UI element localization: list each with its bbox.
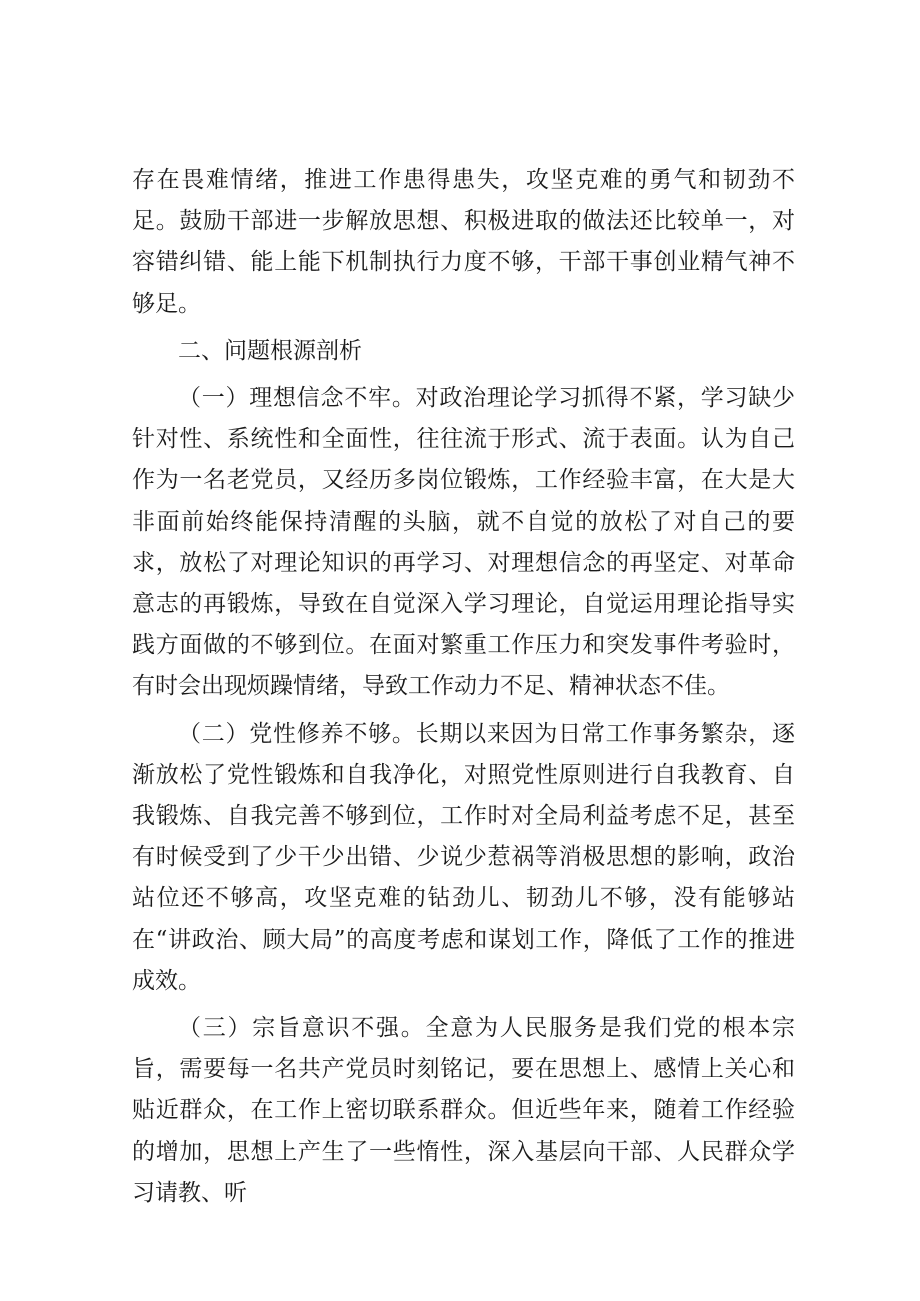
section-heading: 二、问题根源剖析 — [178, 337, 362, 364]
paragraph-continuation: 存在畏难情绪，推进工作患得患失，攻坚克难的勇气和韧劲不足。鼓励干部进一步解放思想、积极进取的做法还比较单一，对容错纠错、能上能下机制执行力度不够，干部干事创业精气神不够足。 — [132, 167, 795, 317]
paragraph-ideals: （一）理想信念不牢。对政治理论学习抓得不紧，学习缺少针对性、系统性和全面性，往往流于形式、流于表面。认为自己作为一名老党员，又经历多岗位锻炼，工作经验丰富，在大是大非面前始终能保持清醒的头脑，就不自觉的放松了对自己的要求，放松了对理论知识的再学习、对理想信念的再坚定、对革命意志的再锻炼，导致在自觉深入学习理论，自觉运用理论指导实践方面做的不够到位。在面对繁重工作压力和突发事件考验时，有时会出现烦躁情绪，导致工作动力不足、精神状态不佳。 — [132, 385, 795, 700]
paragraph-purpose: （三）宗旨意识不强。全意为人民服务是我们党的根本宗旨，需要每一名共产党员时刻铭记，要在思想上、感情上关心和贴近群众，在工作上密切联系群众。但近些年来，随着工作经验的增加，思想上产生了一些惰性，深入基层向干部、人民群众学习请教、听 — [132, 1015, 795, 1206]
paragraph-party-spirit: （二）党性修养不够。长期以来因为日常工作事务繁杂，逐渐放松了党性锻炼和自我净化，对照党性原则进行自我教育、自我锻炼、自我完善不够到位，工作时对全局利益考虑不足，甚至有时候受到了少干少出错、少说少惹祸等消极思想的影响，政治站位还不够高，攻坚克难的钻劲儿、韧劲儿不够，没有能够站在“讲政治、顾大局”的高度考虑和谋划工作，降低了工作的推进成效。 — [132, 720, 795, 994]
document-body — [132, 160, 795, 1214]
